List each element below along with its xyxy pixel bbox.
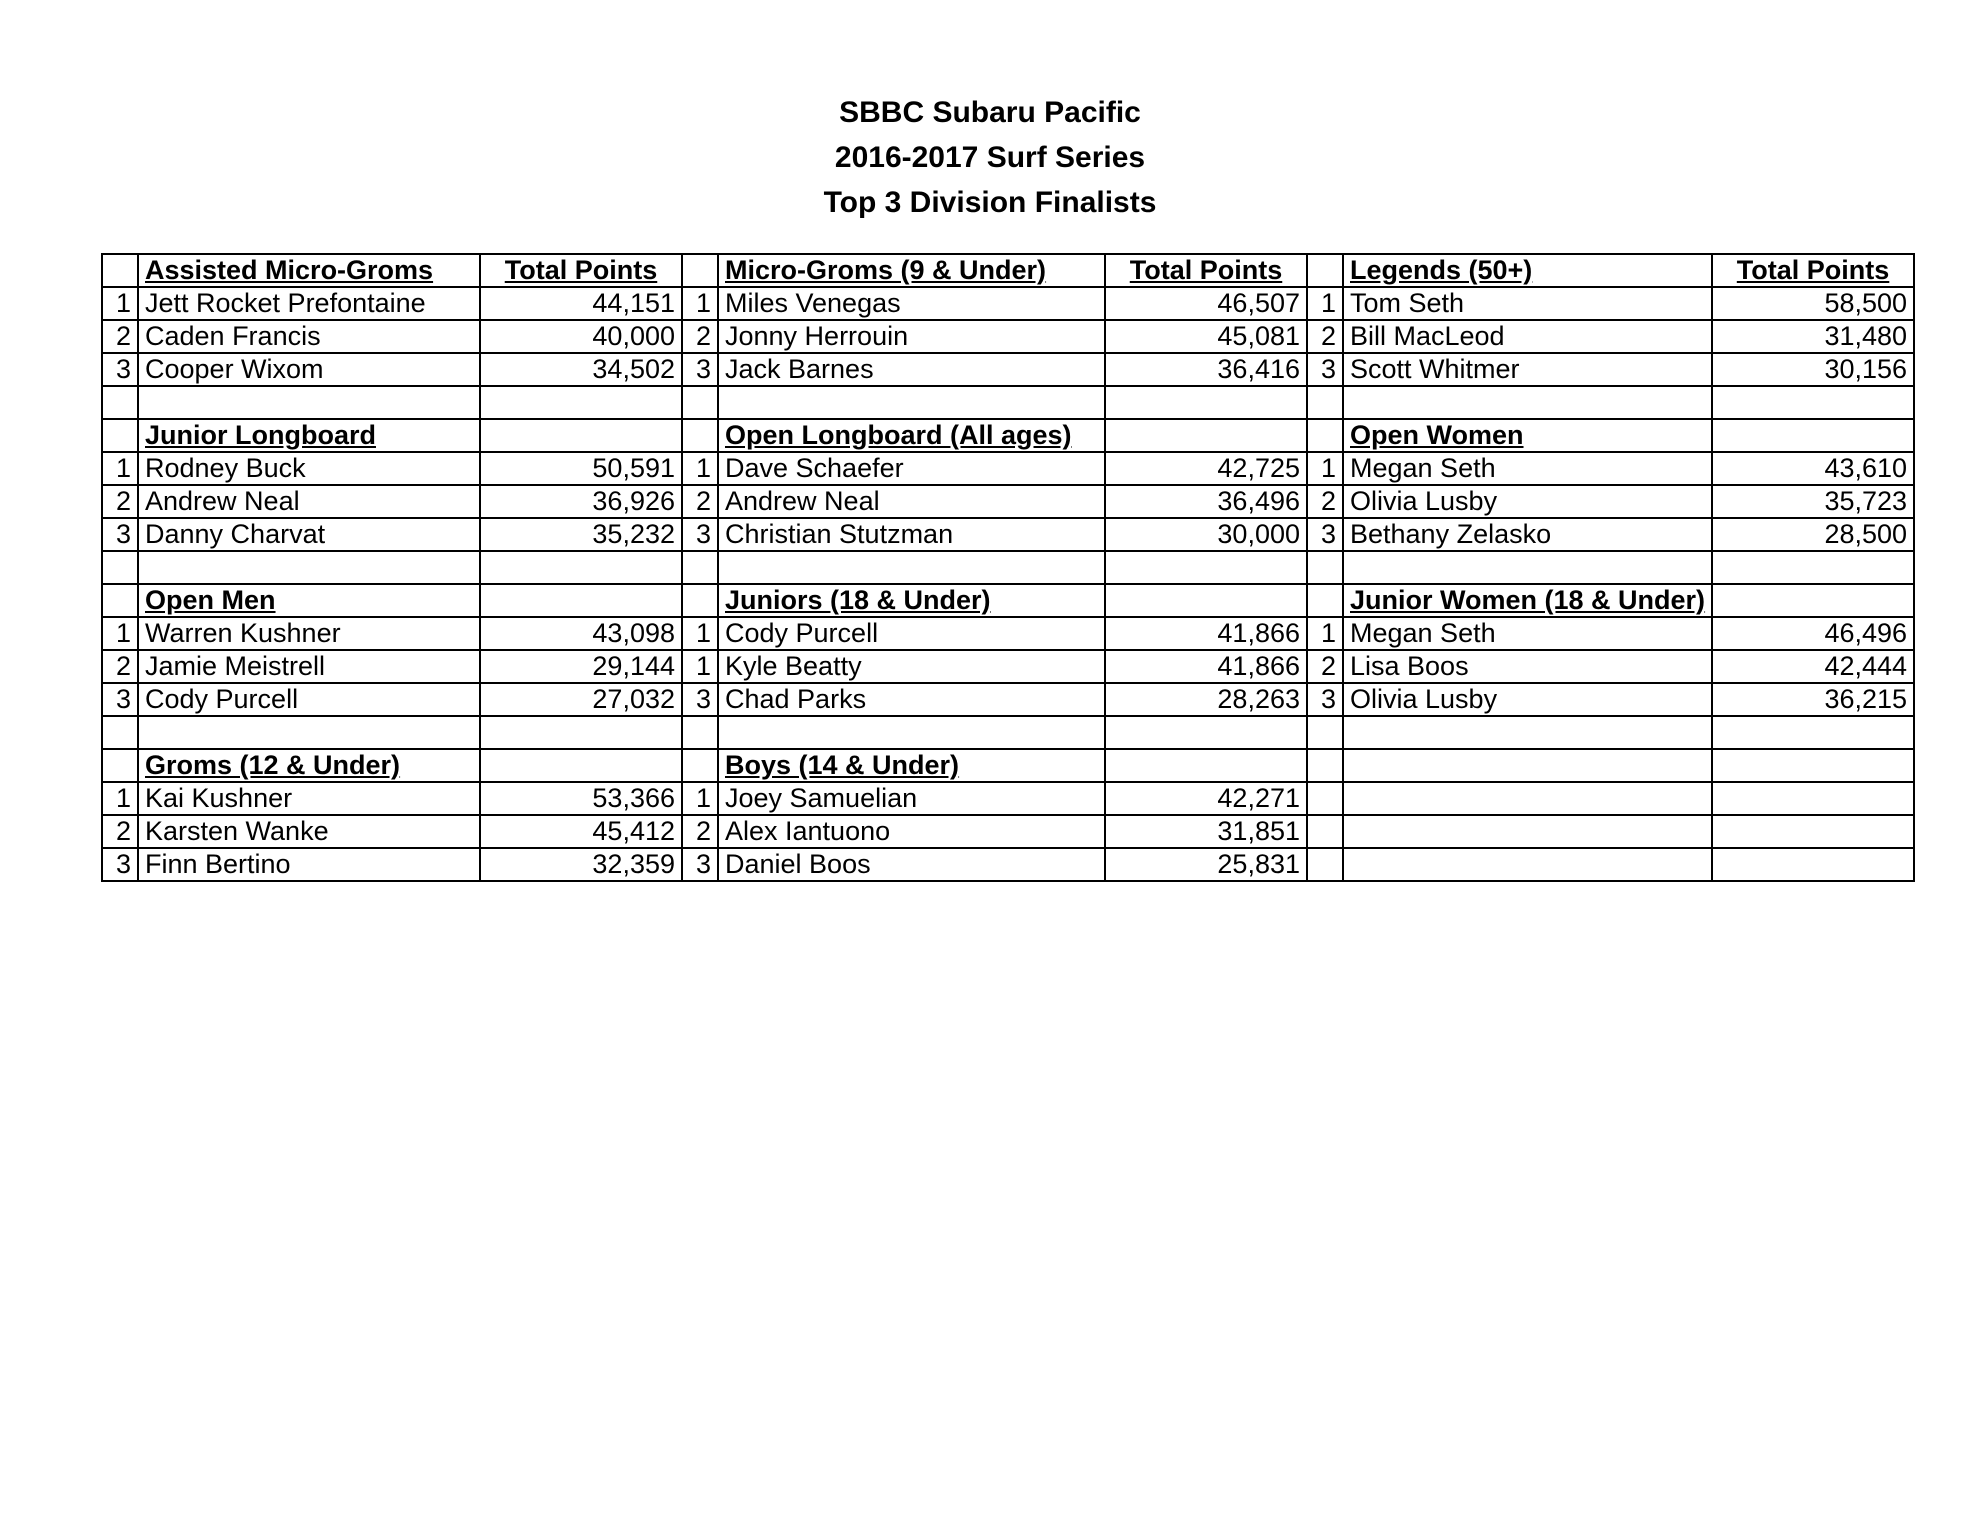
division-header-row xyxy=(102,419,1914,452)
rank-cell: 2 xyxy=(102,815,138,848)
points-header xyxy=(1105,749,1307,782)
empty-cell xyxy=(138,551,480,584)
empty-cell xyxy=(718,386,1105,419)
rank-header-cell xyxy=(1307,419,1343,452)
rank-cell: 3 xyxy=(682,353,718,386)
finalist-name: Kai Kushner xyxy=(138,782,480,815)
rank-cell: 1 xyxy=(682,650,718,683)
finalist-name: Megan Seth xyxy=(1343,617,1712,650)
division-name: Juniors (18 & Under) xyxy=(718,584,1105,617)
table-row xyxy=(102,353,1914,386)
rank-cell: 2 xyxy=(1307,320,1343,353)
finalist-name: Tom Seth xyxy=(1343,287,1712,320)
empty-cell xyxy=(1307,386,1343,419)
division-name xyxy=(1343,749,1712,782)
finalist-name: Warren Kushner xyxy=(138,617,480,650)
total-points xyxy=(1712,815,1914,848)
finalist-name: Miles Venegas xyxy=(718,287,1105,320)
rank-header-cell xyxy=(1307,749,1343,782)
rank-cell: 3 xyxy=(102,683,138,716)
total-points: 46,507 xyxy=(1105,287,1307,320)
rank-cell: 3 xyxy=(1307,683,1343,716)
total-points: 28,500 xyxy=(1712,518,1914,551)
table-row xyxy=(102,485,1914,518)
empty-cell xyxy=(682,716,718,749)
finalist-name: Bill MacLeod xyxy=(1343,320,1712,353)
total-points: 30,000 xyxy=(1105,518,1307,551)
points-header xyxy=(480,749,682,782)
table-row xyxy=(102,287,1914,320)
rank-cell: 1 xyxy=(1307,617,1343,650)
document-title xyxy=(0,90,1980,225)
total-points: 28,263 xyxy=(1105,683,1307,716)
total-points: 35,232 xyxy=(480,518,682,551)
empty-cell xyxy=(480,386,682,419)
finalist-name: Olivia Lusby xyxy=(1343,485,1712,518)
title-line-1: SBBC Subaru Pacific xyxy=(839,96,1141,129)
table-row xyxy=(102,782,1914,815)
total-points: 31,480 xyxy=(1712,320,1914,353)
table-row xyxy=(102,320,1914,353)
empty-cell xyxy=(1307,551,1343,584)
finalist-name: Christian Stutzman xyxy=(718,518,1105,551)
table-row xyxy=(102,815,1914,848)
empty-cell xyxy=(1712,386,1914,419)
rank-cell: 3 xyxy=(1307,353,1343,386)
empty-cell xyxy=(682,551,718,584)
table-row xyxy=(102,650,1914,683)
finalist-name: Finn Bertino xyxy=(138,848,480,881)
rank-cell: 2 xyxy=(1307,485,1343,518)
points-header: Total Points xyxy=(1712,254,1914,287)
empty-cell xyxy=(480,551,682,584)
rank-cell: 1 xyxy=(102,287,138,320)
total-points: 53,366 xyxy=(480,782,682,815)
total-points: 36,496 xyxy=(1105,485,1307,518)
finalist-name: Kyle Beatty xyxy=(718,650,1105,683)
division-name: Legends (50+) xyxy=(1343,254,1712,287)
points-header xyxy=(1712,749,1914,782)
points-header xyxy=(1105,419,1307,452)
points-header: Total Points xyxy=(1105,254,1307,287)
empty-cell xyxy=(138,386,480,419)
finalist-name xyxy=(1343,848,1712,881)
finalist-name: Scott Whitmer xyxy=(1343,353,1712,386)
total-points: 36,926 xyxy=(480,485,682,518)
empty-cell xyxy=(102,386,138,419)
table-row xyxy=(102,452,1914,485)
rank-header-cell xyxy=(102,584,138,617)
rank-cell: 3 xyxy=(682,683,718,716)
empty-cell xyxy=(138,716,480,749)
rank-cell: 2 xyxy=(1307,650,1343,683)
finalists-table xyxy=(101,253,1915,882)
total-points: 42,725 xyxy=(1105,452,1307,485)
points-header xyxy=(1712,584,1914,617)
empty-cell xyxy=(102,551,138,584)
total-points: 41,866 xyxy=(1105,617,1307,650)
empty-cell xyxy=(1343,716,1712,749)
total-points: 45,412 xyxy=(480,815,682,848)
total-points: 42,271 xyxy=(1105,782,1307,815)
empty-cell xyxy=(1712,716,1914,749)
division-name: Open Men xyxy=(138,584,480,617)
empty-cell xyxy=(718,716,1105,749)
rank-header-cell xyxy=(102,749,138,782)
finalist-name: Joey Samuelian xyxy=(718,782,1105,815)
finalist-name: Caden Francis xyxy=(138,320,480,353)
rank-cell: 1 xyxy=(102,782,138,815)
total-points: 31,851 xyxy=(1105,815,1307,848)
total-points: 36,416 xyxy=(1105,353,1307,386)
division-name: Open Women xyxy=(1343,419,1712,452)
total-points: 25,831 xyxy=(1105,848,1307,881)
title-line-3: Top 3 Division Finalists xyxy=(823,186,1157,219)
finalist-name: Andrew Neal xyxy=(138,485,480,518)
table-row xyxy=(102,617,1914,650)
division-header-row xyxy=(102,584,1914,617)
total-points: 43,610 xyxy=(1712,452,1914,485)
finalist-name: Bethany Zelasko xyxy=(1343,518,1712,551)
empty-cell xyxy=(102,716,138,749)
rank-cell: 2 xyxy=(682,320,718,353)
empty-cell xyxy=(682,386,718,419)
total-points xyxy=(1712,848,1914,881)
total-points xyxy=(1712,782,1914,815)
division-name: Open Longboard (All ages) xyxy=(718,419,1105,452)
finalist-name xyxy=(1343,782,1712,815)
division-header-row xyxy=(102,749,1914,782)
rank-cell: 2 xyxy=(102,485,138,518)
rank-cell: 1 xyxy=(682,452,718,485)
total-points: 43,098 xyxy=(480,617,682,650)
finalist-name: Chad Parks xyxy=(718,683,1105,716)
rank-cell: 3 xyxy=(682,518,718,551)
total-points: 30,156 xyxy=(1712,353,1914,386)
rank-cell: 1 xyxy=(1307,452,1343,485)
empty-cell xyxy=(1105,386,1307,419)
total-points: 34,502 xyxy=(480,353,682,386)
finalist-name: Dave Schaefer xyxy=(718,452,1105,485)
finalist-name: Jamie Meistrell xyxy=(138,650,480,683)
rank-cell: 1 xyxy=(682,287,718,320)
division-name: Junior Longboard xyxy=(138,419,480,452)
empty-cell xyxy=(1343,551,1712,584)
empty-cell xyxy=(1105,551,1307,584)
rank-cell: 3 xyxy=(102,848,138,881)
total-points: 36,215 xyxy=(1712,683,1914,716)
table-row xyxy=(102,518,1914,551)
rank-header-cell xyxy=(682,419,718,452)
rank-cell: 2 xyxy=(102,650,138,683)
points-header xyxy=(480,419,682,452)
title-line-2: 2016-2017 Surf Series xyxy=(834,141,1146,174)
rank-cell: 1 xyxy=(102,617,138,650)
rank-cell xyxy=(1307,815,1343,848)
rank-cell: 3 xyxy=(102,353,138,386)
total-points: 50,591 xyxy=(480,452,682,485)
total-points: 42,444 xyxy=(1712,650,1914,683)
rank-header-cell xyxy=(102,419,138,452)
rank-cell: 3 xyxy=(1307,518,1343,551)
rank-header-cell xyxy=(1307,584,1343,617)
division-name: Micro-Groms (9 & Under) xyxy=(718,254,1105,287)
finalist-name: Olivia Lusby xyxy=(1343,683,1712,716)
total-points: 32,359 xyxy=(480,848,682,881)
rank-cell: 3 xyxy=(102,518,138,551)
rank-cell: 3 xyxy=(682,848,718,881)
spacer-row xyxy=(102,386,1914,419)
rank-cell: 2 xyxy=(682,485,718,518)
division-name: Junior Women (18 & Under) xyxy=(1343,584,1712,617)
finalist-name: Lisa Boos xyxy=(1343,650,1712,683)
division-name: Assisted Micro-Groms xyxy=(138,254,480,287)
finalist-name: Andrew Neal xyxy=(718,485,1105,518)
points-header xyxy=(1712,419,1914,452)
finalist-name: Karsten Wanke xyxy=(138,815,480,848)
finalist-name xyxy=(1343,815,1712,848)
total-points: 44,151 xyxy=(480,287,682,320)
empty-cell xyxy=(718,551,1105,584)
spacer-row xyxy=(102,551,1914,584)
empty-cell xyxy=(1343,386,1712,419)
total-points: 27,032 xyxy=(480,683,682,716)
rank-header-cell xyxy=(682,254,718,287)
total-points: 45,081 xyxy=(1105,320,1307,353)
finalist-name: Daniel Boos xyxy=(718,848,1105,881)
rank-header-cell xyxy=(682,749,718,782)
rank-cell: 1 xyxy=(682,782,718,815)
finalist-name: Rodney Buck xyxy=(138,452,480,485)
total-points: 29,144 xyxy=(480,650,682,683)
rank-cell: 1 xyxy=(682,617,718,650)
rank-cell: 2 xyxy=(682,815,718,848)
finalist-name: Cody Purcell xyxy=(718,617,1105,650)
total-points: 40,000 xyxy=(480,320,682,353)
rank-cell: 1 xyxy=(102,452,138,485)
rank-cell: 1 xyxy=(1307,287,1343,320)
division-header-row xyxy=(102,254,1914,287)
table-row xyxy=(102,683,1914,716)
finalist-name: Jack Barnes xyxy=(718,353,1105,386)
finalist-name: Jonny Herrouin xyxy=(718,320,1105,353)
finalist-name: Alex Iantuono xyxy=(718,815,1105,848)
spacer-row xyxy=(102,716,1914,749)
finalist-name: Jett Rocket Prefontaine xyxy=(138,287,480,320)
finalist-name: Danny Charvat xyxy=(138,518,480,551)
empty-cell xyxy=(480,716,682,749)
rank-header-cell xyxy=(682,584,718,617)
points-header: Total Points xyxy=(480,254,682,287)
empty-cell xyxy=(1712,551,1914,584)
total-points: 41,866 xyxy=(1105,650,1307,683)
division-name: Groms (12 & Under) xyxy=(138,749,480,782)
total-points: 58,500 xyxy=(1712,287,1914,320)
table-row xyxy=(102,848,1914,881)
division-name: Boys (14 & Under) xyxy=(718,749,1105,782)
empty-cell xyxy=(1105,716,1307,749)
rank-cell xyxy=(1307,782,1343,815)
rank-cell xyxy=(1307,848,1343,881)
finalist-name: Megan Seth xyxy=(1343,452,1712,485)
rank-cell: 2 xyxy=(102,320,138,353)
points-header xyxy=(480,584,682,617)
rank-header-cell xyxy=(1307,254,1343,287)
rank-header-cell xyxy=(102,254,138,287)
points-header xyxy=(1105,584,1307,617)
total-points: 35,723 xyxy=(1712,485,1914,518)
empty-cell xyxy=(1307,716,1343,749)
total-points: 46,496 xyxy=(1712,617,1914,650)
finalist-name: Cody Purcell xyxy=(138,683,480,716)
finalist-name: Cooper Wixom xyxy=(138,353,480,386)
